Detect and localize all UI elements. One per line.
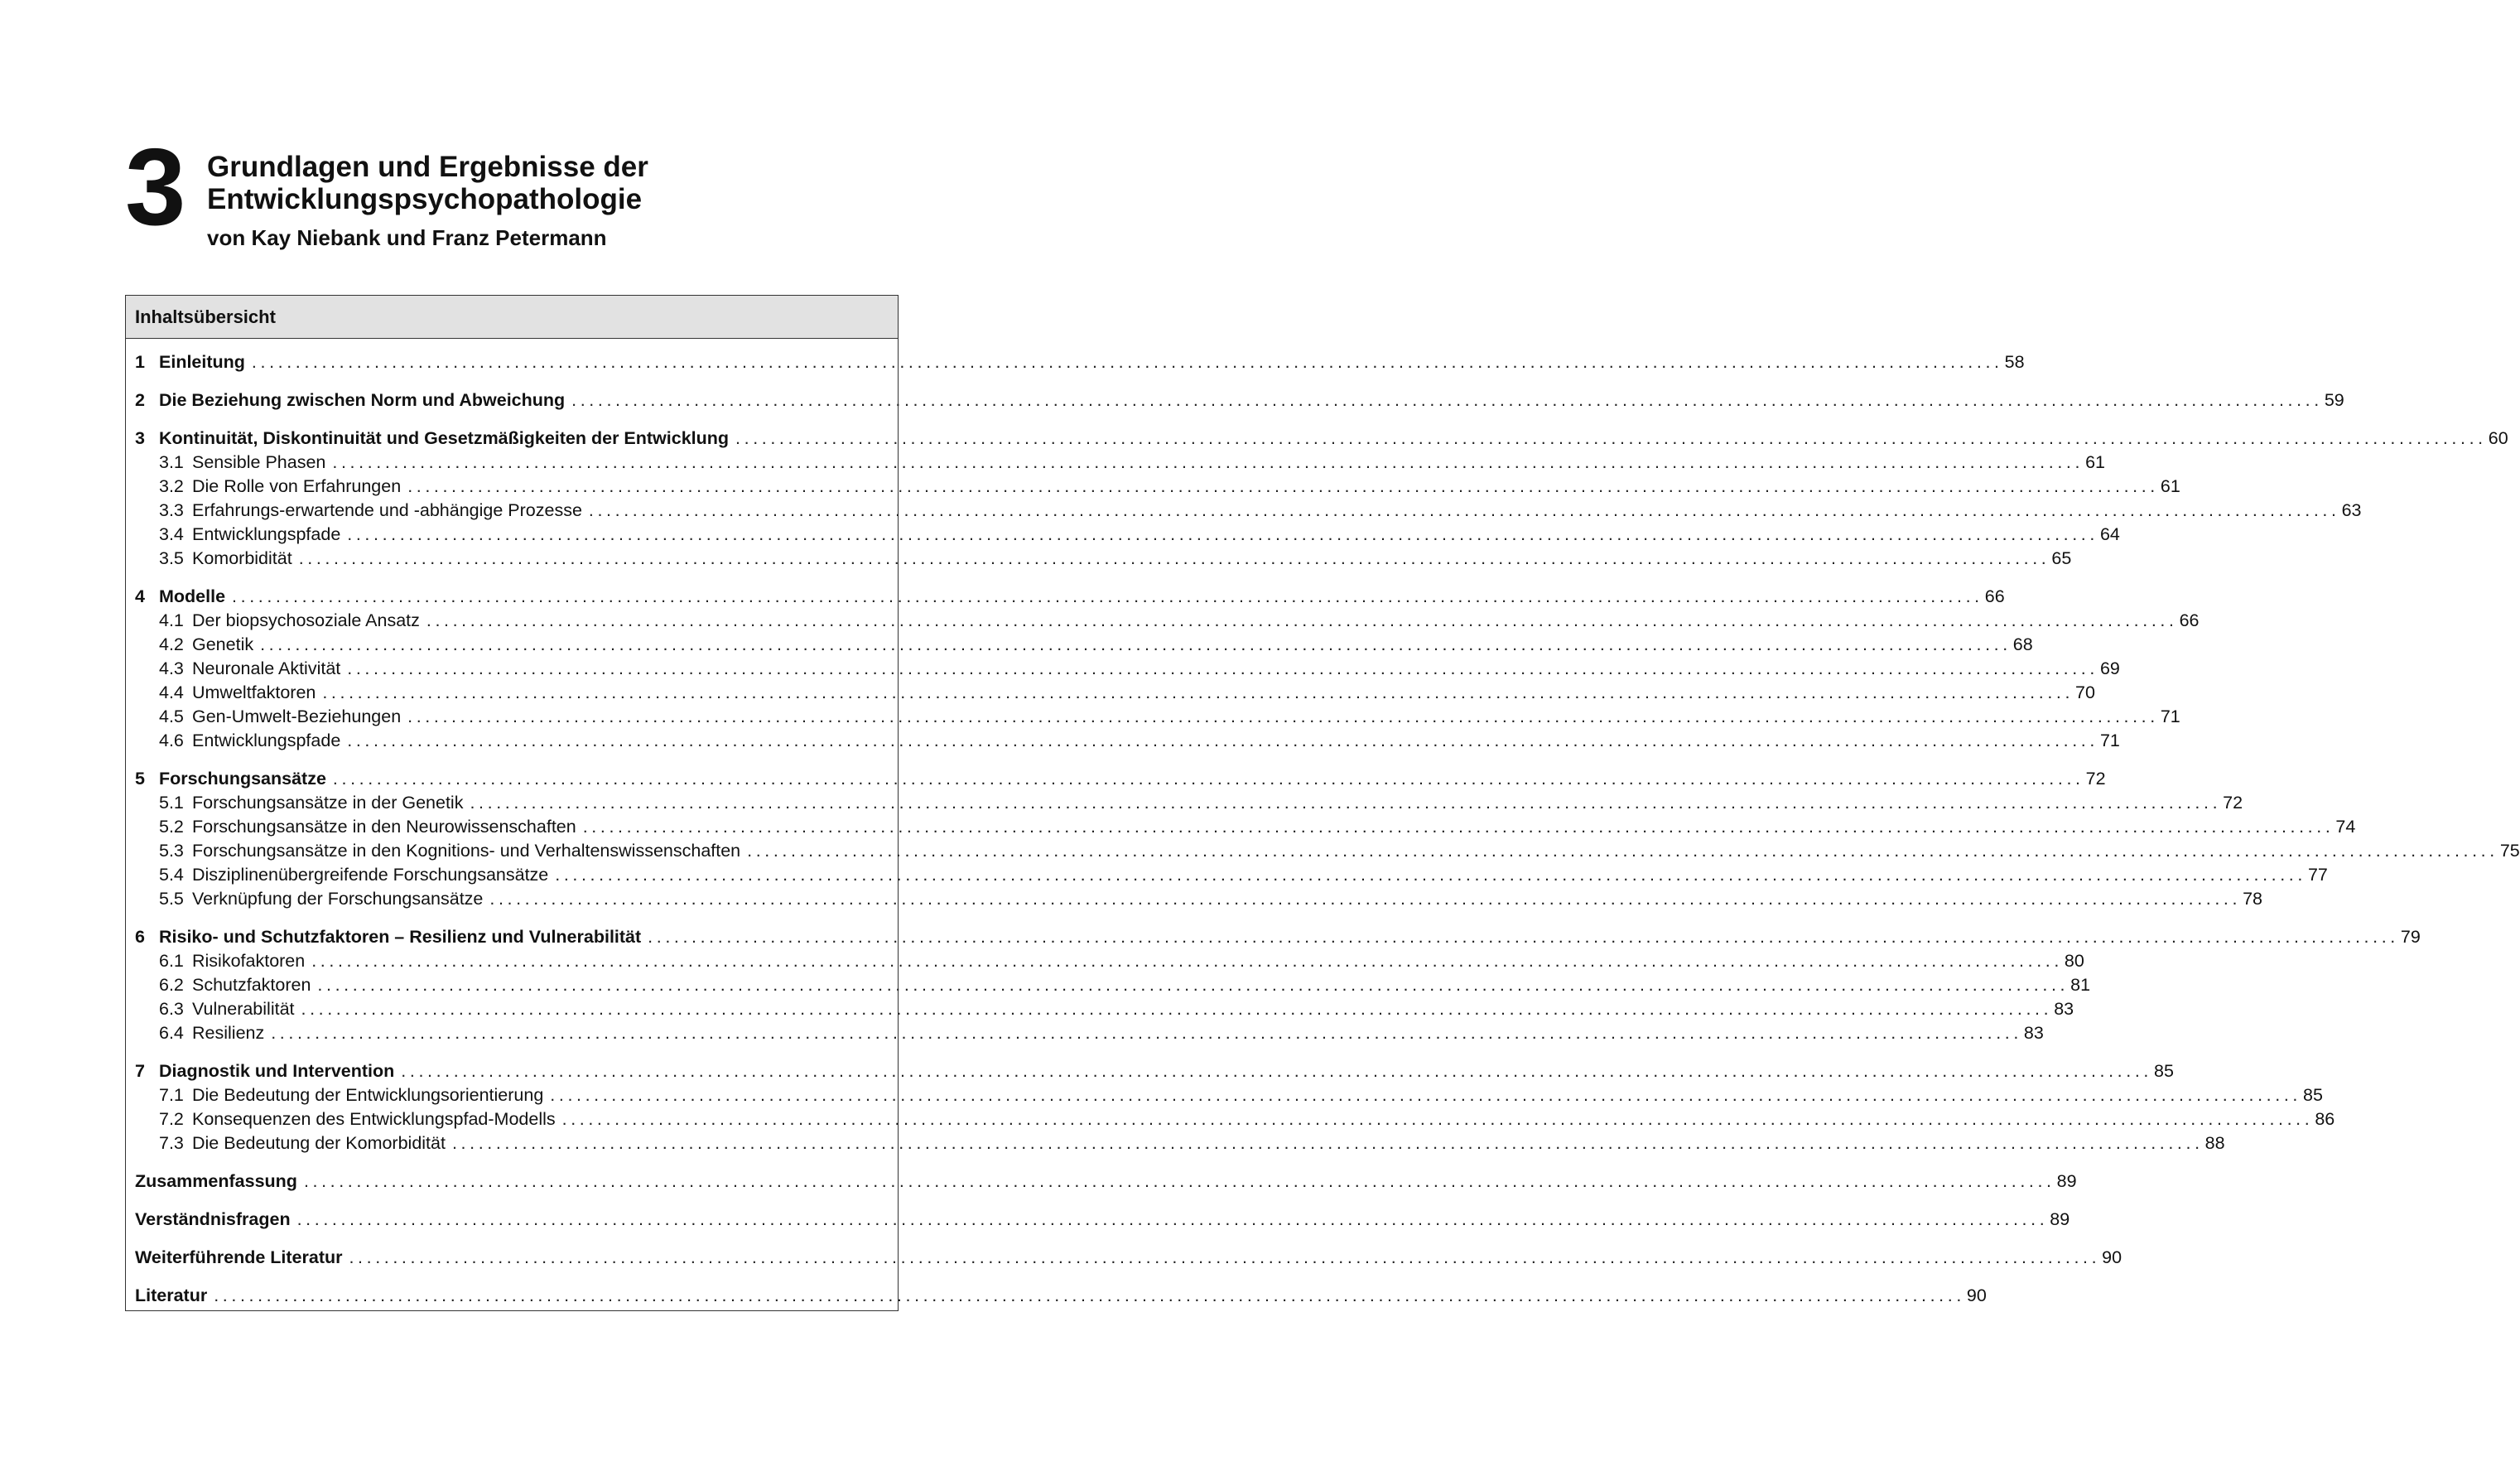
toc-entry-number: 5.2 (159, 817, 184, 837)
toc-entry-title: Forschungsansätze in der Genetik (192, 793, 464, 813)
toc-entry-number: 3.1 (159, 452, 184, 472)
toc-dot-leader: ........................................................................................................................................................................................................ (298, 548, 2050, 568)
toc-entry-page: 89 (2056, 1171, 2077, 1191)
toc-entry-number: 4 (135, 586, 145, 606)
toc-entry-number: 6.1 (159, 951, 184, 971)
toc-dot-leader: ........................................................................................................................................................................................................ (561, 1109, 2314, 1129)
toc-entry (126, 1208, 2070, 1231)
toc-dot-leader: ........................................................................................................................................................................................................ (303, 1171, 2055, 1191)
toc-entry-title: Der biopsychosoziale Ansatz (192, 610, 420, 630)
toc-entry-page: 81 (2070, 975, 2091, 995)
toc-entry (126, 451, 2105, 474)
toc-entry-number: 6.3 (159, 999, 184, 1019)
toc-entry (126, 949, 2084, 972)
toc-entry-title: Komorbidität (192, 548, 292, 568)
toc-entry (126, 609, 2200, 632)
toc-entry (126, 887, 2262, 910)
toc-entry-page: 83 (2054, 999, 2074, 1019)
toc-entry-number: 4.3 (159, 658, 184, 678)
toc-entry-page: 65 (2051, 548, 2072, 568)
toc-entry-page: 71 (2099, 731, 2120, 750)
toc-entry (126, 547, 2072, 570)
toc-entry-title: Risiko- und Schutzfaktoren – Resilienz und Vulnerabilität (159, 927, 642, 947)
toc-dot-leader: ........................................................................................................................................................................................................ (347, 658, 2098, 678)
toc-entry (126, 633, 2033, 656)
toc-entry (126, 1059, 2174, 1083)
toc-dot-leader: ........................................................................................................................................................................................................ (470, 793, 2222, 813)
toc-entry (126, 350, 2025, 374)
toc-entry-page: 85 (2302, 1085, 2323, 1105)
chapter-authors: von Kay Niebank und Franz Petermann (207, 225, 607, 250)
toc-entry (126, 729, 2120, 752)
toc-entry (126, 1131, 2225, 1155)
toc-entry (126, 681, 2095, 704)
toc-entry-title: Literatur (135, 1285, 208, 1305)
toc-entry-title: Weiterführende Literatur (135, 1247, 343, 1267)
toc-entry (126, 705, 2180, 728)
toc-entry-number: 6.2 (159, 975, 184, 995)
toc-dot-leader: ........................................................................................................................................................................................................ (251, 352, 2003, 372)
toc-entry-title: Umweltfaktoren (192, 683, 316, 702)
toc-entry-page: 66 (2179, 610, 2200, 630)
toc-entry-title: Gen-Umwelt-Beziehungen (192, 707, 402, 726)
toc-dot-leader: ........................................................................................................................................................................................................ (401, 1061, 2152, 1081)
toc-entry (126, 1170, 2077, 1193)
toc-entry-title: Resilienz (192, 1023, 265, 1043)
toc-entry-page: 69 (2099, 658, 2120, 678)
toc-entry (126, 499, 2362, 522)
toc-entry-title: Die Bedeutung der Komorbidität (192, 1133, 446, 1153)
toc-entry-page: 77 (2307, 865, 2328, 885)
toc-dot-leader: ........................................................................................................................................................................................................ (271, 1023, 2022, 1043)
toc-entry-number: 3 (135, 428, 145, 448)
toc-entry-number: 4.5 (159, 707, 184, 726)
toc-dot-leader: ........................................................................................................................................................................................................ (735, 428, 2487, 448)
toc-entry-title: Forschungsansätze in den Neurowissenschaften (192, 817, 576, 837)
toc-entry-page: 89 (2050, 1209, 2070, 1229)
toc-dot-leader: ........................................................................................................................................................................................................ (648, 927, 2399, 947)
toc-entry-title: Zusammenfassung (135, 1171, 297, 1191)
toc-entry-title: Schutzfaktoren (192, 975, 311, 995)
toc-entry-page: 85 (2153, 1061, 2174, 1081)
toc-entry-number: 4.2 (159, 634, 184, 654)
toc-entry-title: Die Rolle von Erfahrungen (192, 476, 402, 496)
toc-dot-leader: ........................................................................................................................................................................................................ (349, 1247, 2101, 1267)
toc-entry (126, 925, 2421, 948)
toc-entry-number: 3.5 (159, 548, 184, 568)
toc-entry-title: Einleitung (159, 352, 245, 372)
toc-entry-page: 66 (1984, 586, 2005, 606)
toc-entry-number: 5.5 (159, 889, 184, 909)
chapter-title-line-2: Entwicklungspsychopathologie (207, 183, 643, 215)
toc-entry-title: Vulnerabilität (192, 999, 295, 1019)
toc-dot-leader: ........................................................................................................................................................................................................ (332, 452, 2084, 472)
toc-entry-page: 72 (2223, 793, 2243, 813)
toc-entry-title: Verständnisfragen (135, 1209, 291, 1229)
toc-entry-title: Genetik (192, 634, 254, 654)
toc-entry-page: 70 (2075, 683, 2095, 702)
toc-entry-page: 83 (2023, 1023, 2044, 1043)
toc-entry (126, 388, 2344, 412)
toc-dot-leader: ........................................................................................................................................................................................................ (317, 975, 2069, 995)
toc-entry-number: 5.4 (159, 865, 184, 885)
toc-entry-title: Die Beziehung zwischen Norm und Abweichung (159, 390, 566, 410)
toc-entry (126, 1246, 2122, 1269)
toc-dot-leader: ........................................................................................................................................................................................................ (301, 999, 2053, 1019)
toc-entry (126, 585, 2005, 608)
toc-dot-leader: ........................................................................................................................................................................................................ (322, 683, 2074, 702)
toc-entry-number: 7.2 (159, 1109, 184, 1129)
toc-dot-leader: ........................................................................................................................................................................................................ (407, 476, 2159, 496)
toc-entry-number: 3.4 (159, 524, 184, 544)
toc-entry-page: 78 (2243, 889, 2262, 909)
toc-entry-title: Entwicklungspfade (192, 731, 341, 750)
table-of-contents (125, 295, 2520, 1311)
chapter-title (207, 151, 886, 215)
toc-dot-leader: ........................................................................................................................................................................................................ (347, 731, 2098, 750)
toc-entry-page: 75 (2499, 841, 2520, 861)
toc-dot-leader: ........................................................................................................................................................................................................ (582, 817, 2334, 837)
toc-entry (126, 1083, 2323, 1107)
toc-entry-number: 4.4 (159, 683, 184, 702)
toc-dot-leader: ........................................................................................................................................................................................................ (451, 1133, 2204, 1153)
toc-entry (126, 657, 2120, 680)
toc-entry-number: 5.3 (159, 841, 184, 861)
toc-entry-page: 80 (2064, 951, 2084, 971)
toc-entry-number: 5.1 (159, 793, 184, 813)
toc-entry-page: 63 (2341, 500, 2362, 520)
toc-entry (126, 791, 2243, 814)
toc-entry-title: Kontinuität, Diskontinuität und Gesetzmäßigkeiten der Entwicklung (159, 428, 730, 448)
toc-dot-leader: ........................................................................................................................................................................................................ (555, 865, 2306, 885)
toc-entry (126, 1284, 1987, 1307)
chapter-number: 3 (125, 126, 185, 248)
toc-entry-number: 4.1 (159, 610, 184, 630)
toc-entry-page: 61 (2085, 452, 2105, 472)
toc-entry-title: Entwicklungspfade (192, 524, 341, 544)
toc-dot-leader: ........................................................................................................................................................................................................ (260, 634, 2012, 654)
toc-entry-title: Erfahrungs-erwartende und -abhängige Prozesse (192, 500, 582, 520)
toc-dot-leader: ........................................................................................................................................................................................................ (571, 390, 2323, 410)
toc-entry-page: 88 (2204, 1133, 2225, 1153)
toc-entry-page: 71 (2160, 707, 2180, 726)
toc-entry-page: 60 (2488, 428, 2508, 448)
toc-entry-title: Disziplinenübergreifende Forschungsansätze (192, 865, 549, 885)
toc-dot-leader: ........................................................................................................................................................................................................ (426, 610, 2178, 630)
toc-entry-page: 90 (1966, 1285, 1987, 1305)
toc-entry (126, 1021, 2044, 1044)
toc-entry-title: Forschungsansätze in den Kognitions- und Verhaltenswissenschaften (192, 841, 741, 861)
toc-entry-page: 68 (2012, 634, 2033, 654)
toc-entry (126, 475, 2180, 498)
toc-entry (126, 863, 2328, 886)
toc-entry (126, 973, 2091, 996)
toc-entry-number: 7.3 (159, 1133, 184, 1153)
toc-entry-number: 3.2 (159, 476, 184, 496)
chapter-title-line-1: Grundlagen und Ergebnisse der (207, 151, 648, 183)
toc-entry-page: 86 (2315, 1109, 2335, 1129)
toc-entry (126, 523, 2120, 546)
toc-dot-leader: ........................................................................................................................................................................................................ (747, 841, 2498, 861)
toc-dot-leader: ........................................................................................................................................................................................................ (214, 1285, 1965, 1305)
toc-entry-title: Diagnostik und Intervention (159, 1061, 395, 1081)
toc-dot-leader: ........................................................................................................................................................................................................ (311, 951, 2063, 971)
toc-dot-leader: ........................................................................................................................................................................................................ (588, 500, 2340, 520)
toc-entry-title: Konsequenzen des Entwicklungspfad-Modells (192, 1109, 556, 1129)
toc-entry-page: 59 (2324, 390, 2344, 410)
toc-entry (126, 839, 2520, 862)
toc-entry-title: Forschungsansätze (159, 769, 326, 789)
toc-entry (126, 997, 2074, 1020)
toc-entry-number: 1 (135, 352, 145, 372)
toc-entry-number: 2 (135, 390, 145, 410)
toc-dot-leader: ........................................................................................................................................................................................................ (407, 707, 2159, 726)
toc-entry (126, 427, 2508, 450)
toc-entry-number: 6.4 (159, 1023, 184, 1043)
toc-heading: Inhaltsübersicht (126, 296, 898, 339)
toc-entry-number: 3.3 (159, 500, 184, 520)
toc-dot-leader: ........................................................................................................................................................................................................ (347, 524, 2098, 544)
toc-dot-leader: ........................................................................................................................................................................................................ (489, 889, 2242, 909)
toc-entry (126, 767, 2106, 790)
toc-entry-title: Sensible Phasen (192, 452, 326, 472)
toc-dot-leader: ........................................................................................................................................................................................................ (296, 1209, 2049, 1229)
toc-entry-number: 6 (135, 927, 145, 947)
toc-entry-number: 5 (135, 769, 145, 789)
toc-entry-title: Neuronale Aktivität (192, 658, 341, 678)
toc-entry-page: 79 (2400, 927, 2421, 947)
toc-entry (126, 1107, 2335, 1131)
toc-entry-page: 64 (2099, 524, 2120, 544)
toc-dot-leader: ........................................................................................................................................................................................................ (332, 769, 2084, 789)
toc-entry-number: 7 (135, 1061, 145, 1081)
toc-entry-title: Verknüpfung der Forschungsansätze (192, 889, 484, 909)
toc-dot-leader: ........................................................................................................................................................................................................ (550, 1085, 2301, 1105)
toc-entry-title: Die Bedeutung der Entwicklungsorientierung (192, 1085, 544, 1105)
toc-entry-page: 72 (2085, 769, 2106, 789)
toc-entry-title: Modelle (159, 586, 226, 606)
toc-entry-page: 58 (2004, 352, 2025, 372)
toc-entry-number: 7.1 (159, 1085, 184, 1105)
toc-entry-number: 4.6 (159, 731, 184, 750)
toc-entry-title: Risikofaktoren (192, 951, 306, 971)
toc-entry (126, 815, 2356, 838)
toc-entry-page: 61 (2160, 476, 2180, 496)
toc-entry-page: 74 (2335, 817, 2356, 837)
toc-entry-page: 90 (2102, 1247, 2122, 1267)
toc-dot-leader: ........................................................................................................................................................................................................ (232, 586, 1983, 606)
